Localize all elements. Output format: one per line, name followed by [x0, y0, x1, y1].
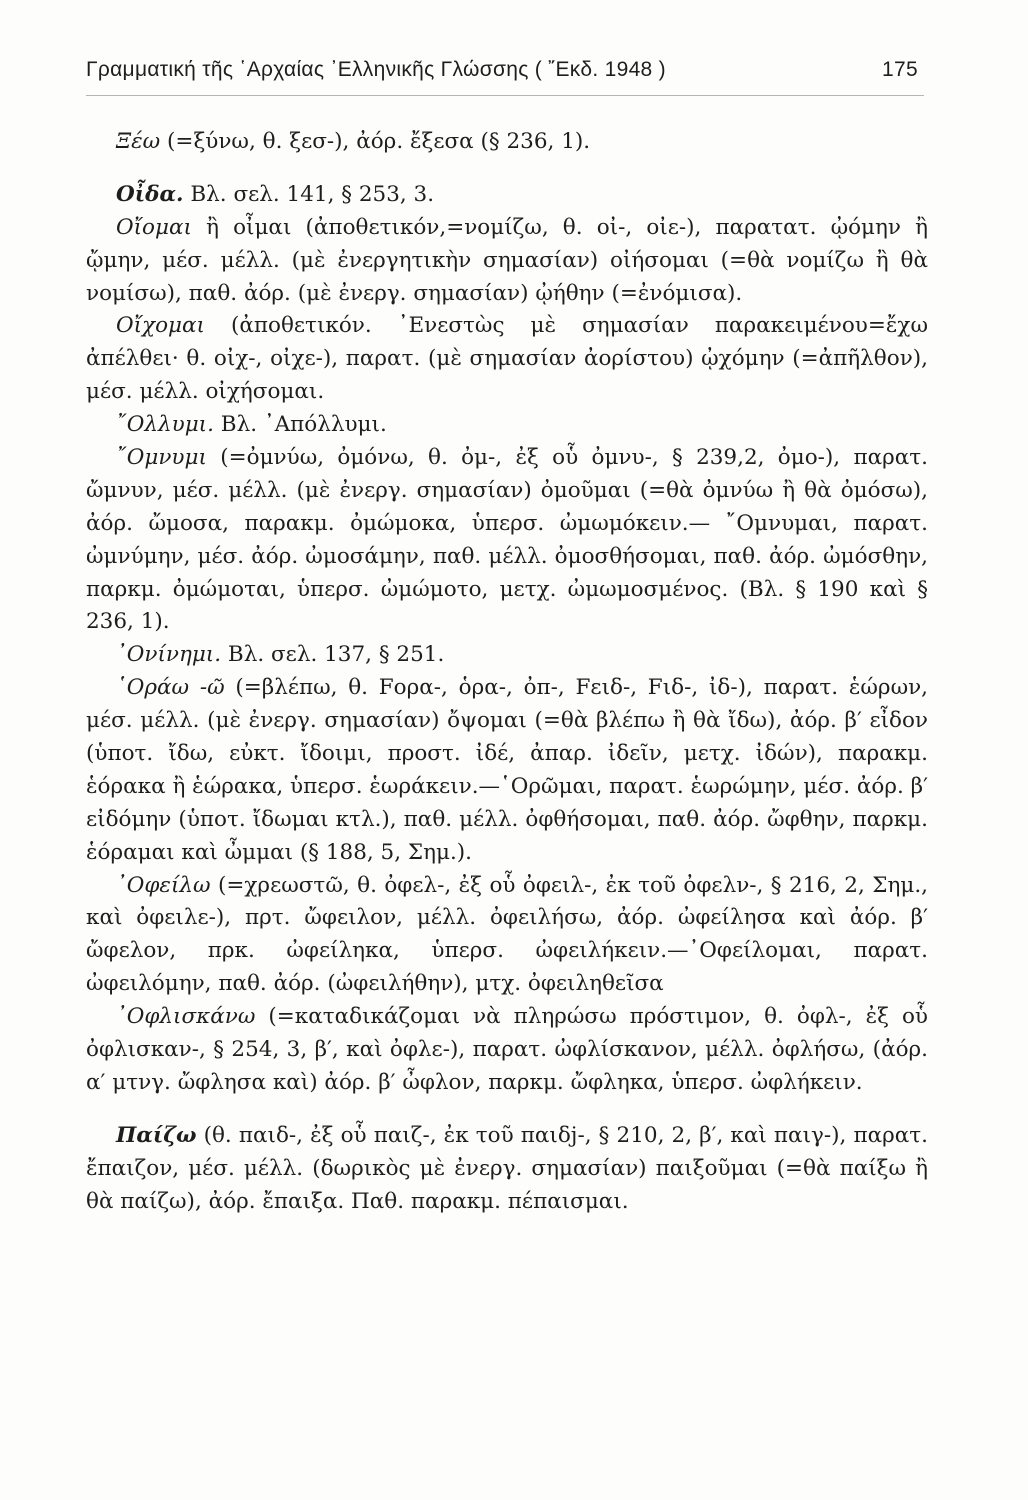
lexicon-entry [86, 212, 928, 311]
lexicon-entry [86, 672, 928, 869]
header-rule [86, 95, 924, 96]
header-title: Γραμματική τῆς ῾Αρχαίας ᾿Ελληνικῆς Γλώσσης ( ῎Εκδ. 1948 ) [86, 58, 666, 81]
lexicon-entry [86, 442, 928, 639]
entry-text: (θ. παιδ-, ἐξ οὗ παιζ-, ἐκ τοῦ παιδj-, § 210, 2, β′, καὶ παιγ-), παρατ. ἔπαιζον, μέσ. μέλλ. (δωρικὸς μὲ ἐνεργ. σημασίαν) παιξοῦμαι (=θὰ παίξω ἢ θὰ παίζω), ἀόρ. ἔπαιξα. Παθ. παρακμ. πέπαισμαι. [86, 1122, 928, 1214]
entry-text: (=βλέπω, θ. Fορα-, ὁρα-, ὀπ-, Fειδ-, Fιδ-, ἰδ-), παρατ. ἑώρων, μέσ. μέλλ. (μὲ ἐνεργ. σημασίαν) ὄψομαι (=θὰ βλέπω ἢ θὰ ἴδω), ἀόρ. β′ εἶδον (ὑποτ. ἴδω, εὐκτ. ἴδοιμι, προστ. ἰδέ, ἀπαρ. ἰδεῖν, μετχ. ἰδών), παρακμ. ἑόρακα ἢ ἑώρακα, ὑπερσ. ἑωράκειν.—῾Ορῶμαι, παρατ. ἑωρώμην, μέσ. ἀόρ. β′ εἰδόμην (ὑποτ. ἴδωμαι κτλ.), παθ. μέλλ. ὀφθήσομαι, παθ. ἀόρ. ὤφθην, παρκμ. ἑόραμαι καὶ ὦμμαι (§ 188, 5, Σημ.). [86, 675, 928, 865]
entry-headword: Παίζω [116, 1122, 197, 1148]
lexicon-entry [86, 409, 928, 442]
lexicon-body [86, 126, 928, 1219]
entry-text: ἢ οἶμαι (ἀποθετικόν,=νομίζω, θ. οἰ-, οἰε-), παρατατ. ᾠόμην ἢ ᾤμην, μέσ. μέλλ. (μὲ ἐνεργητικὴν σημασίαν) οἰήσομαι (=θὰ νομίζω ἢ θὰ νομίσω), παθ. ἀόρ. (μὲ ἐνεργ. σημασίαν) ᾠήθην (=ἐνόμισα). [86, 214, 928, 306]
entry-text: (=καταδικάζομαι νὰ πληρώσω πρόστιμον, θ. ὀφλ-, ἐξ οὗ ὀφλισκαν-, § 254, 3, β′, καὶ ὀφλε-), παρατ. ὠφλίσκανον, μέλλ. ὀφλήσω, (ἀόρ. α′ μτνγ. ὤφλησα καὶ) ἀόρ. β′ ὦφλον, παρκμ. ὤφληκα, ὑπερσ. ὠφλήκειν. [86, 1004, 928, 1095]
entry-text: (ἀποθετικόν. ᾿Ενεστὼς μὲ σημασίαν παρακειμένου=ἔχω ἀπέλθει· θ. οἰχ-, οἰχε-), παρατ. (μὲ σημασίαν ἀορίστου) ᾠχόμην (=ἀπῆλθον), μέσ. μέλλ. οἰχήσομαι. [86, 313, 928, 405]
entry-headword: ῾Οράω -ῶ [116, 675, 225, 701]
lexicon-entry [86, 639, 928, 672]
entry-headword: ᾿Οφείλω [116, 872, 211, 898]
entry-text: (=χρεωστῶ, θ. ὀφελ-, ἐξ οὗ ὀφειλ-, ἐκ τοῦ ὀφελν-, § 216, 2, Σημ., καὶ ὀφειλε-), πρτ. ὤφειλον, μέλλ. ὀφειλήσω, ἀόρ. ὠφείλησα καὶ ἀόρ. β′ ὤφελον, πρκ. ὠφείληκα, ὑπερσ. ὠφειλήκειν.—᾿Οφείλομαι, παρατ. ὠφειλόμην, παθ. ἀόρ. (ὠφειλήθην), μτχ. ὀφειληθεῖσα [86, 872, 928, 997]
entry-text: Βλ. ᾿Απόλλυμι. [213, 412, 387, 438]
entry-headword: Οἴομαι [116, 214, 192, 240]
lexicon-entry [86, 310, 928, 409]
entry-headword: ῎Ολλυμι. [116, 412, 214, 438]
entry-headword: Οἶδα. [116, 181, 184, 207]
lexicon-entry [86, 126, 928, 159]
lexicon-entry [86, 870, 928, 1002]
entry-headword: Ξέω [116, 129, 161, 154]
lexicon-entry [86, 1120, 928, 1219]
entry-text: (=ὀμνύω, ὀμόνω, θ. ὀμ-, ἐξ οὗ ὀμνυ-, § 239,2, ὀμο-), παρατ. ὤμνυν, μέσ. μέλλ. (μὲ ἐνεργ. σημασίαν) ὀμοῦμαι (=θὰ ὀμνύω ἢ θὰ ὀμόσω), ἀόρ. ὤμοσα, παρακμ. ὀμώμοκα, ὑπερσ. ὠμωμόκειν.— ῎Ομνυμαι, παρατ. ὠμνύμην, μέσ. ἀόρ. ὠμοσάμην, παθ. μέλλ. ὀμοσθήσομαι, παθ. ἀόρ. ὠμόσθην, παρκμ. ὀμώμοται, ὑπερσ. ὠμώμοτο, μετχ. ὠμωμοσμένος. (Βλ. § 190 καὶ § 236, 1). [86, 445, 928, 635]
entry-headword: ᾿Οφλισκάνω [116, 1004, 256, 1030]
entry-text: Βλ. σελ. 137, § 251. [221, 642, 445, 668]
page-number: 175 [882, 58, 918, 81]
lexicon-entry [86, 179, 928, 212]
lexicon-entry [86, 1001, 928, 1100]
entry-text: Βλ. σελ. 141, § 253, 3. [183, 181, 435, 207]
entry-text: (=ξύνω, θ. ξεσ-), ἀόρ. ἔξεσα (§ 236, 1). [160, 129, 591, 154]
entry-headword: ῎Ομνυμι [116, 445, 207, 471]
entry-headword: Οἴχομαι [116, 313, 205, 339]
entry-headword: ᾿Ονίνημι. [116, 642, 222, 668]
running-header [86, 58, 918, 82]
